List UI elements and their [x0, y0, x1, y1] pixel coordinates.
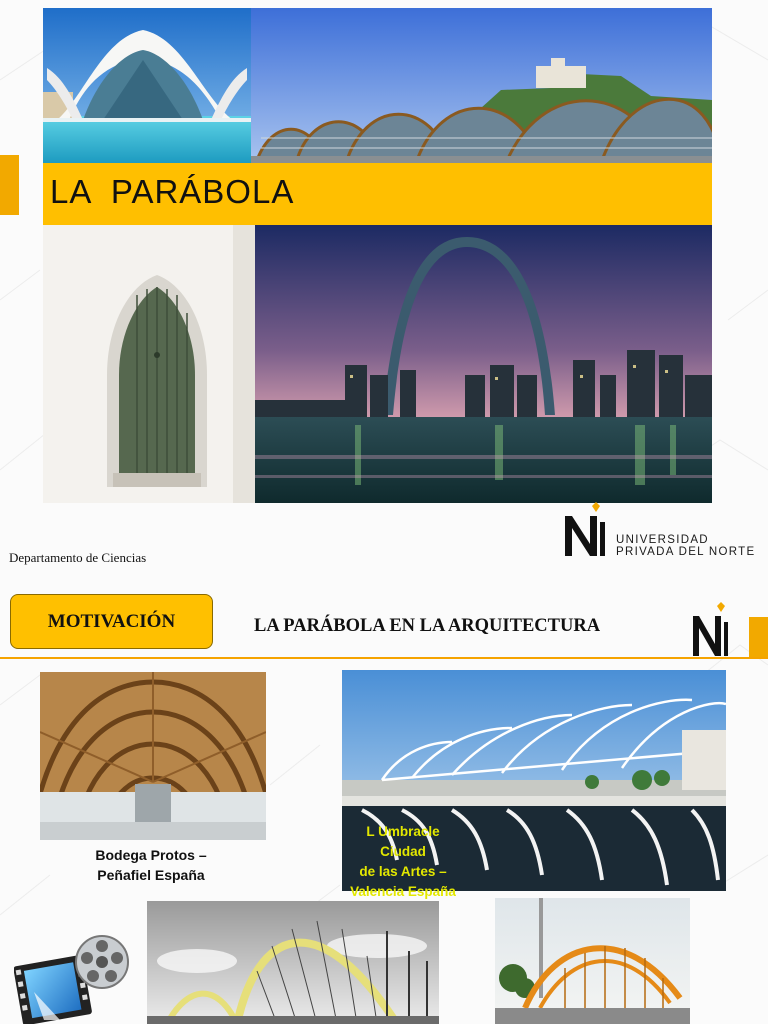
bodega-caption-line-1: Bodega Protos – [95, 847, 207, 863]
orange-arch-bridge-photo [495, 898, 690, 1024]
umbracle-caption [346, 822, 460, 902]
bodega-caption-line-2: Peñafiel España [97, 867, 205, 883]
arched-door-photo [43, 225, 255, 503]
bodega-caption [66, 845, 236, 885]
right-accent-tab [749, 617, 768, 659]
media-film-icon [14, 932, 132, 1024]
left-accent-tab [0, 155, 19, 215]
slide-title-text: LA PARÁBOLA [50, 173, 295, 210]
gateway-arch-city-photo [255, 225, 712, 503]
logo-line-2: PRIVADA DEL NORTE [616, 546, 756, 558]
umbracle-caption-line-2: de las Artes – [359, 864, 447, 879]
upn-logo-icon [562, 502, 612, 560]
orange-divider [0, 657, 768, 659]
umbracle-caption-line-1: L Umbracle Ciudad [366, 824, 440, 859]
bodega-protos-photo [40, 672, 266, 840]
section-title: LA PARÁBOLA EN LA ARQUITECTURA [254, 616, 601, 636]
upn-small-logo-icon [690, 600, 732, 660]
department-label: Departamento de Ciencias [9, 550, 147, 565]
arched-market-photo [251, 8, 712, 163]
umbracle-caption-line-3: Valencia España [350, 884, 456, 899]
opera-hall-photo [43, 8, 251, 163]
logo-line-1: UNIVERSIDAD [616, 534, 709, 546]
arch-bridge-photo [147, 901, 439, 1024]
upn-logo-text [616, 534, 755, 558]
motivation-button[interactable]: MOTIVACIÓN [10, 594, 213, 649]
